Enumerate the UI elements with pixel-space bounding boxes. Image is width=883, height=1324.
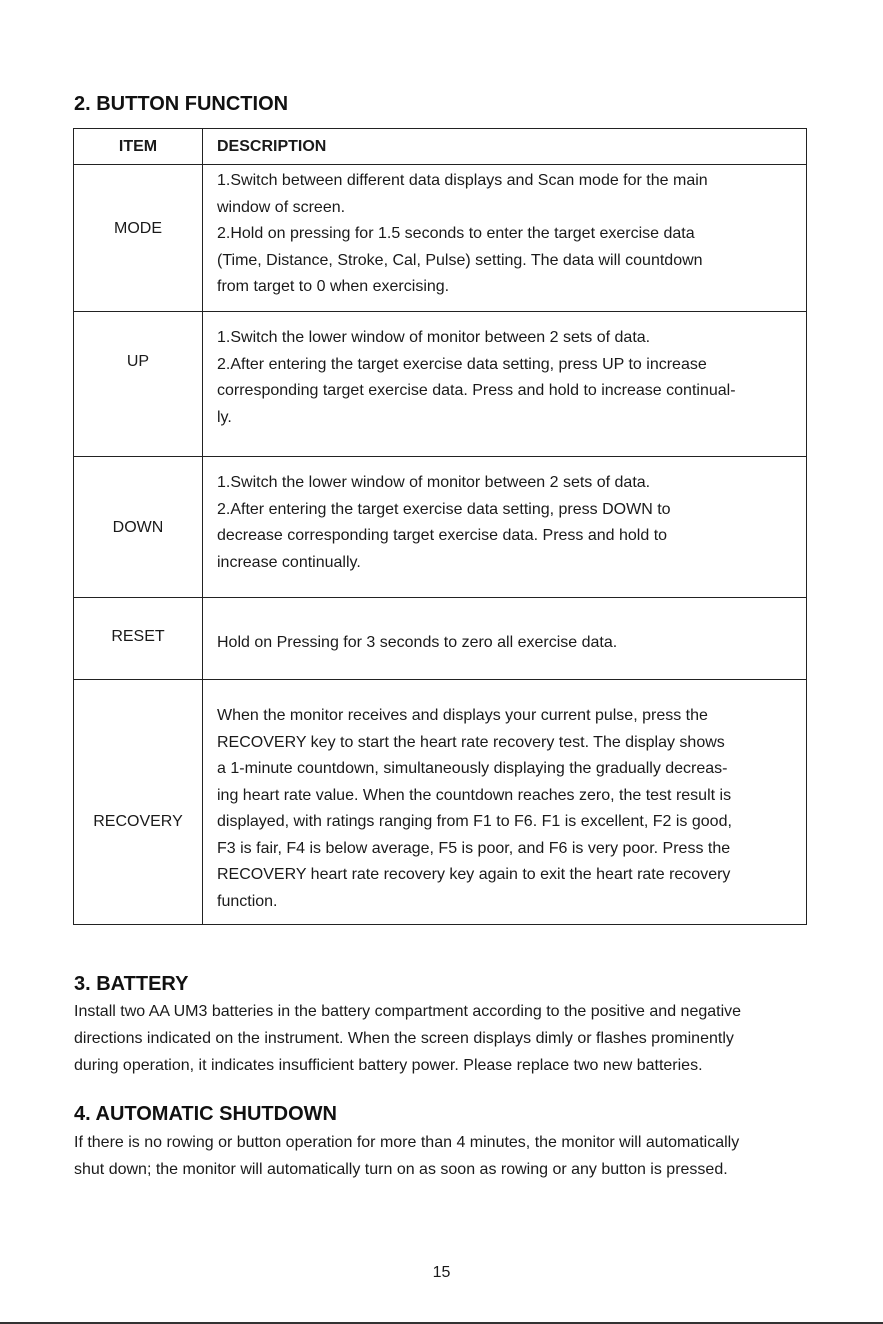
table-row-up xyxy=(74,312,807,457)
description-cell: 1.Switch between different data displays and Scan mode for the main window of screen. 2.Hold on pressing for 1.5 seconds to enter the target exercise data (Time, Distance, Stroke, Cal, Pulse) setting. The data will countdown from target to 0 when exercising. xyxy=(203,165,807,312)
description-cell: Hold on Pressing for 3 seconds to zero all exercise data. xyxy=(203,598,807,680)
column-header-description: DESCRIPTION xyxy=(203,129,807,165)
table-header-row xyxy=(74,129,807,165)
shutdown-paragraph: If there is no rowing or button operation for more than 4 minutes, the monitor will automatically shut down; the monitor will automatically turn on as soon as rowing or any button is pressed. xyxy=(74,1134,740,1178)
item-cell: UP xyxy=(74,312,203,457)
battery-paragraph: Install two AA UM3 batteries in the battery compartment according to the positive and negative directions indicated on the instrument. When the screen displays dimly or flashes prominently during operation, it indicates insufficient battery power. Please replace two new batteries. xyxy=(74,1003,742,1074)
table-row-mode xyxy=(74,165,807,312)
item-cell: DOWN xyxy=(74,457,203,598)
item-cell: RESET xyxy=(74,598,203,680)
item-cell: RECOVERY xyxy=(74,680,203,925)
section-heading-automatic-shutdown: 4. AUTOMATIC SHUTDOWN xyxy=(74,1103,337,1125)
description-cell: When the monitor receives and displays your current pulse, press the RECOVERY key to start the heart rate recovery test. The display shows a 1-minute countdown, simultaneously displaying the gradually decreas- ing heart rate value. When the countdown reaches zero, the test result is displayed, with ratings ranging from F1 to F6. F1 is excellent, F2 is good, F3 is fair, F4 is below average, F5 is poor, and F6 is very poor. Press the RECOVERY heart rate recovery key again to exit the heart rate recovery function. xyxy=(203,680,807,925)
table-row-down xyxy=(74,457,807,598)
column-header-item: ITEM xyxy=(74,129,203,165)
button-function-table xyxy=(73,128,807,925)
item-cell: MODE xyxy=(74,165,203,312)
section-heading-button-function: 2. BUTTON FUNCTION xyxy=(74,93,289,115)
description-cell: 1.Switch the lower window of monitor between 2 sets of data. 2.After entering the target exercise data setting, press UP to increase corresponding target exercise data. Press and hold to increase continual- ly. xyxy=(203,312,807,457)
page-number: 15 xyxy=(432,1264,451,1281)
bottom-divider xyxy=(0,1322,883,1324)
table-row-reset xyxy=(74,598,807,680)
table-row-recovery xyxy=(74,680,807,925)
description-cell: 1.Switch the lower window of monitor between 2 sets of data. 2.After entering the target exercise data setting, press DOWN to decrease corresponding target exercise data. Press and hold to increase continually. xyxy=(203,457,807,598)
section-heading-battery: 3. BATTERY xyxy=(74,973,189,995)
